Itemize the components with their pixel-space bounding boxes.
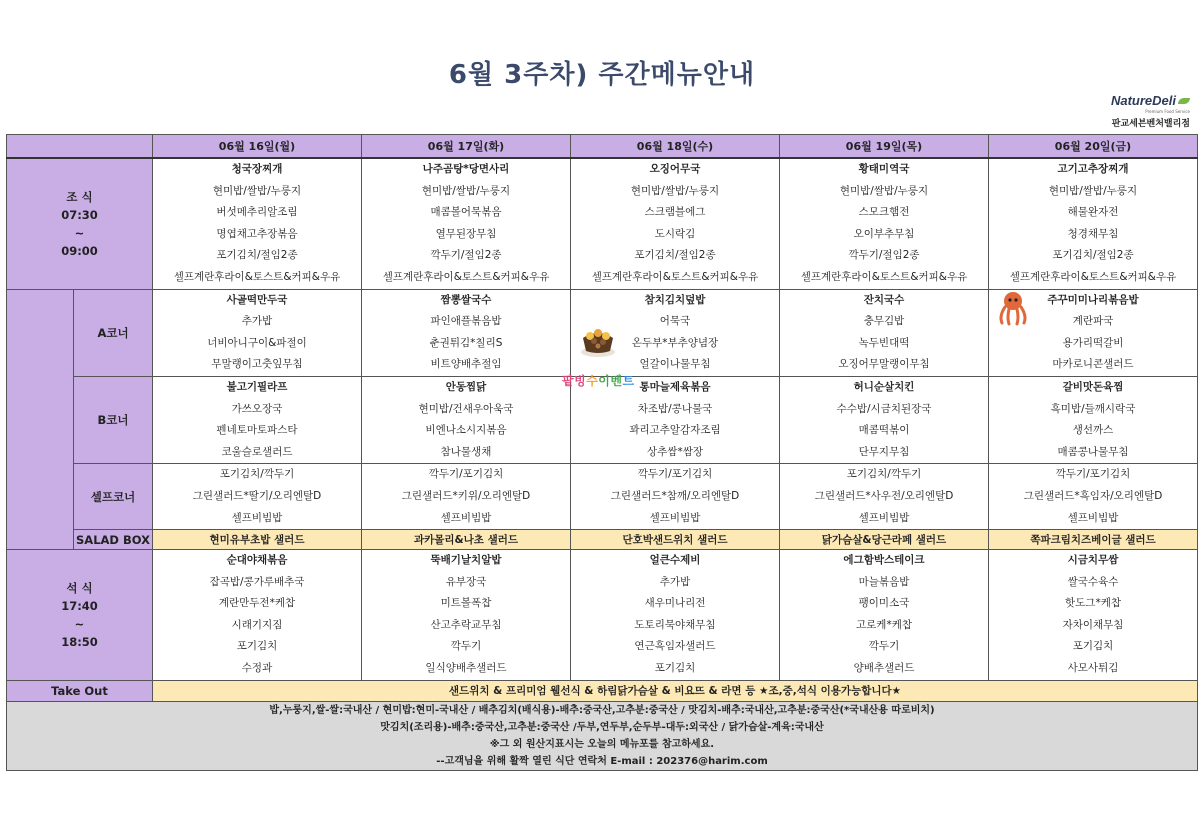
main-dish: 오징어무국: [649, 163, 701, 175]
breakfast-cell-thu: [780, 158, 989, 289]
lunch-self-fri: [989, 464, 1198, 530]
takeout-label: Take Out: [7, 680, 153, 701]
menu-item: 깍두기/절임2종: [430, 249, 502, 262]
weekly-menu-table: [6, 134, 1198, 771]
lunch-self-tue: [362, 464, 571, 530]
lunch-b-thu: [780, 376, 989, 463]
menu-item: 명엽채고추장볶음: [216, 227, 298, 240]
menu-item: 파인애플볶음밥: [430, 315, 502, 328]
main-dish: 참치김치덮밥: [644, 293, 706, 306]
menu-item: 셀프계란후라이&토스트&커피&우유: [800, 270, 968, 283]
main-dish: 고기고추장찌개: [1057, 163, 1129, 175]
corner-a-label: A코너: [74, 289, 153, 376]
salad-fri: 쪽파크림치즈베이글 샐러드: [989, 530, 1198, 550]
menu-item: 사모사튀김: [1067, 662, 1119, 675]
menu-item: 현미밥/쌀밥/누룽지: [212, 184, 302, 197]
main-dish: 순대야채볶음: [226, 554, 288, 567]
breakfast-cell-fri: [989, 158, 1198, 289]
lunch-a-thu: [780, 289, 989, 376]
menu-item: 그린샐러드*사우전/오리엔탈D: [814, 489, 954, 502]
main-dish: 사골떡만두국: [226, 293, 288, 306]
menu-item: 현미밥/쌀밥/누룽지: [630, 184, 720, 197]
menu-item: 계란만두전*케찹: [218, 597, 296, 610]
menu-item: 그린샐러드*참깨/오리엔탈D: [610, 489, 740, 502]
takeout-row: [7, 680, 1198, 701]
menu-item: 양배추샐러드: [853, 662, 915, 675]
menu-item: 마카로니콘샐러드: [1052, 358, 1134, 371]
menu-item: 새우미나리전: [644, 597, 706, 610]
menu-item: 단무지무침: [858, 445, 910, 458]
menu-item: 너비아니구이&파절이: [207, 336, 307, 349]
menu-item: 춘권튀김*칠리S: [429, 336, 503, 349]
menu-item: 그린샐러드*키위/오리엔탈D: [401, 489, 531, 502]
menu-item: 어묵국: [659, 315, 691, 328]
menu-item: 셀프비빔밥: [1067, 511, 1119, 524]
main-dish: 허니순살치킨: [853, 380, 915, 393]
dinner-cell-wed: [571, 550, 780, 681]
main-dish: 청국장찌개: [231, 163, 283, 175]
menu-item: 꽈리고추알감자조림: [629, 424, 721, 437]
brand-name: NatureDeli: [1110, 93, 1176, 108]
menu-item: 깍두기: [450, 640, 482, 653]
menu-item: 스크램블에그: [644, 206, 706, 219]
menu-item: 포기김치: [236, 640, 278, 653]
menu-item: 포기김치/깍두기: [846, 468, 922, 481]
lunch-a-tue: [362, 289, 571, 376]
menu-item: 깍두기/포기김치: [428, 468, 504, 481]
salad-mon: 현미유부초밥 샐러드: [153, 530, 362, 550]
main-dish: 갈비맛돈육찜: [1062, 380, 1124, 393]
branch-name: 판교세븐벤처밸리점: [1111, 119, 1190, 129]
lunch-b-row: [7, 376, 1198, 463]
main-dish: 나주곰탕*당면사리: [422, 163, 510, 175]
menu-item: 가쓰오장국: [231, 402, 283, 415]
menu-item: 현미밥/건새우아욱국: [418, 402, 514, 415]
main-dish: 얼큰수제비: [649, 554, 701, 567]
salad-thu: 닭가슴살&당근라페 샐러드: [780, 530, 989, 550]
menu-item: 생선까스: [1072, 424, 1114, 437]
menu-item: 수정과: [241, 662, 273, 675]
menu-item: 포기김치: [654, 662, 696, 675]
menu-item: 셀프계란후라이&토스트&커피&우유: [173, 270, 341, 283]
event-label: 팥빙수이벤트: [562, 374, 635, 388]
menu-item: 흑미밥/들깨시락국: [1050, 402, 1136, 415]
salad-wed: 단호박샌드위치 샐러드: [571, 530, 780, 550]
menu-item: 깍두기/절임2종: [848, 249, 920, 262]
salad-box-label: SALAD BOX: [74, 530, 153, 550]
menu-item: 셀프계란후라이&토스트&커피&우유: [382, 270, 550, 283]
lunch-b-fri: [989, 376, 1198, 463]
menu-item: 마늘볶음밥: [858, 575, 910, 588]
lunch-b-wed: [571, 376, 780, 463]
dinner-cell-mon: [153, 550, 362, 681]
dinner-row: [7, 550, 1198, 681]
menu-item: 셀프비빔밥: [440, 511, 492, 524]
menu-item: 버섯메추리알조림: [216, 206, 298, 219]
menu-item: 산고추락교무침: [430, 618, 502, 631]
main-dish: 짬뽕쌀국수: [440, 293, 492, 306]
menu-item: 온두부*부추양념장: [631, 336, 719, 349]
brand-logo: [1111, 90, 1190, 129]
menu-item: 오이부추무침: [853, 227, 915, 240]
menu-item: 잡곡밥/콩가루배추국: [209, 575, 305, 588]
day-thu: 06월 19일(목): [780, 135, 989, 159]
menu-item: 그린샐러드*딸기/오리엔탈D: [192, 489, 322, 502]
main-dish: 잔치국수: [863, 293, 905, 306]
menu-item: 미트볼폭찹: [440, 597, 492, 610]
menu-item: 펜네토마토파스타: [216, 424, 298, 437]
menu-item: 계란파국: [1072, 315, 1114, 328]
menu-item: 핫도그*케찹: [1065, 597, 1121, 610]
menu-item: 비엔나소시지볶음: [425, 424, 507, 437]
menu-item: 추가밥: [241, 315, 273, 328]
menu-item: 현미밥/쌀밥/누룽지: [421, 184, 511, 197]
takeout-text: 샌드위치 & 프리미엄 웰선식 & 하림닭가슴살 & 비요뜨 & 라면 등 ★조,중,석식 이용가능합니다★: [153, 680, 1198, 701]
menu-item: 셀프계란후라이&토스트&커피&우유: [1009, 270, 1177, 283]
menu-item: 상추쌈*쌈장: [647, 445, 703, 458]
menu-item: 팽이미소국: [858, 597, 910, 610]
salad-tue: 과카몰리&나초 샐러드: [362, 530, 571, 550]
bingsu-icon: [578, 324, 618, 358]
menu-item: 참나물생채: [440, 445, 492, 458]
lunch-self-mon: [153, 464, 362, 530]
menu-item: 유부장국: [445, 575, 487, 588]
menu-item: 열무된장무침: [435, 227, 497, 240]
menu-item: 청경채무침: [1067, 227, 1119, 240]
breakfast-cell-tue: [362, 158, 571, 289]
lunch-self-row: [7, 464, 1198, 530]
menu-item: 무말랭이고춧잎무침: [211, 358, 303, 371]
dinner-cell-tue: [362, 550, 571, 681]
menu-item: 셀프계란후라이&토스트&커피&우유: [591, 270, 759, 283]
menu-item: 해물완자전: [1067, 206, 1119, 219]
menu-item: 포기김치/깍두기: [219, 468, 295, 481]
corner-b-label: B코너: [74, 376, 153, 463]
day-tue: 06월 17일(화): [362, 135, 571, 159]
dinner-label: 석 식 17:40 ~ 18:50: [7, 550, 153, 681]
menu-item: 연근흑임자샐러드: [634, 640, 716, 653]
breakfast-cell-wed: [571, 158, 780, 289]
octopus-icon: [996, 290, 1030, 326]
day-wed: 06월 18일(수): [571, 135, 780, 159]
menu-item: 매콤콩나물무침: [1057, 445, 1129, 458]
menu-item: 깍두기/포기김치: [1055, 468, 1131, 481]
menu-item: 수수밥/시금치된장국: [836, 402, 932, 415]
breakfast-label: 조 식 07:30 ~ 09:00: [7, 158, 153, 289]
day-fri: 06월 20일(금): [989, 135, 1198, 159]
menu-item: 셀프비빔밥: [649, 511, 701, 524]
breakfast-row: [7, 158, 1198, 289]
salad-box-row: [7, 530, 1198, 550]
menu-item: 자차이채무침: [1062, 618, 1124, 631]
menu-item: 포기김치/절임2종: [634, 249, 716, 262]
day-mon: 06월 16일(월): [153, 135, 362, 159]
lunch-self-thu: [780, 464, 989, 530]
menu-item: 현미밥/쌀밥/누룽지: [839, 184, 929, 197]
lunch-b-tue: [362, 376, 571, 463]
menu-item: 그린샐러드*흑임자/오리엔탈D: [1023, 489, 1163, 502]
main-dish: 에그함박스테이크: [843, 554, 925, 567]
menu-item: 포기김치/절임2종: [1052, 249, 1134, 262]
menu-item: 셀프비빔밥: [231, 511, 283, 524]
dinner-cell-fri: [989, 550, 1198, 681]
menu-item: 매콤떡볶이: [858, 424, 910, 437]
main-dish: 안동찜닭: [445, 380, 487, 393]
menu-item: 쌀국수육수: [1067, 575, 1119, 588]
footer-row: [7, 701, 1198, 770]
lunch-b-mon: [153, 376, 362, 463]
menu-item: 일식양배추샐러드: [425, 662, 507, 675]
menu-item: 도시락김: [654, 227, 696, 240]
menu-item: 현미밥/쌀밥/누룽지: [1048, 184, 1138, 197]
menu-item: 코울슬로샐러드: [221, 445, 293, 458]
menu-item: 도토리묵야채무침: [634, 618, 716, 631]
menu-item: 깍두기: [868, 640, 900, 653]
menu-item: 포기김치: [1072, 640, 1114, 653]
menu-item: 고로케*케찹: [856, 618, 912, 631]
lunch-a-mon: [153, 289, 362, 376]
menu-item: 포기김치/절임2종: [216, 249, 298, 262]
menu-item: 스모크햄전: [858, 206, 910, 219]
menu-item: 매콤볼어묵볶음: [430, 206, 502, 219]
page-title: 6월 3주차) 주간메뉴안내: [448, 60, 756, 90]
main-dish: 불고기필라프: [226, 380, 288, 393]
main-dish: 황태미역국: [858, 163, 910, 175]
corner-cell: [7, 135, 153, 159]
origin-notice: 밥,누룽지,쌀-쌀:국내산 / 현미밥:현미-국내산 / 배추김치(배식용)-배추:중국산,고추분:중국산 / 맛김치-배추:국내산,고추분:중국산(*국내산용 따로비치) 맛김치(조리용)-배추:중국산,고추분:중국산 /두부,연두부,순두부-대두:외국산 / 닭가슴살-계육:국내산 ※그 외 원산지표시는 오늘의 메뉴포를 참고하세요. --고객님을 위해 활짝 열린 식단 연락처 E-mail : 202376@harim.com: [7, 701, 1198, 770]
menu-item: 비트양배추절임: [430, 358, 502, 371]
dinner-cell-thu: [780, 550, 989, 681]
main-dish: 시금치무쌈: [1067, 554, 1119, 567]
menu-item: 오징어무말랭이무침: [838, 358, 930, 371]
menu-item: 시래기지짐: [231, 618, 283, 631]
menu-item: 얼갈이나물무침: [639, 358, 711, 371]
main-dish: 주꾸미미나리볶음밥: [1047, 293, 1139, 306]
main-dish: 통마늘제육볶음: [639, 380, 711, 393]
menu-item: 녹두빈대떡: [858, 336, 910, 349]
menu-item: 용가리떡갈비: [1062, 336, 1124, 349]
main-dish: 뚝배기날치알밥: [430, 554, 502, 567]
day-header-row: [7, 135, 1198, 159]
lunch-self-wed: [571, 464, 780, 530]
menu-item: 셀프비빔밥: [858, 511, 910, 524]
menu-item: 추가밥: [659, 575, 691, 588]
brand-tagline: Premium Food Service: [1145, 109, 1190, 114]
lunch-label: [7, 289, 74, 550]
menu-item: 깍두기/포기김치: [637, 468, 713, 481]
leaf-icon: [1178, 98, 1190, 104]
breakfast-cell-mon: [153, 158, 362, 289]
menu-item: 차조밥/콩나물국: [637, 402, 713, 415]
corner-self-label: 셀프코너: [74, 464, 153, 530]
menu-item: 충무김밥: [863, 315, 905, 328]
